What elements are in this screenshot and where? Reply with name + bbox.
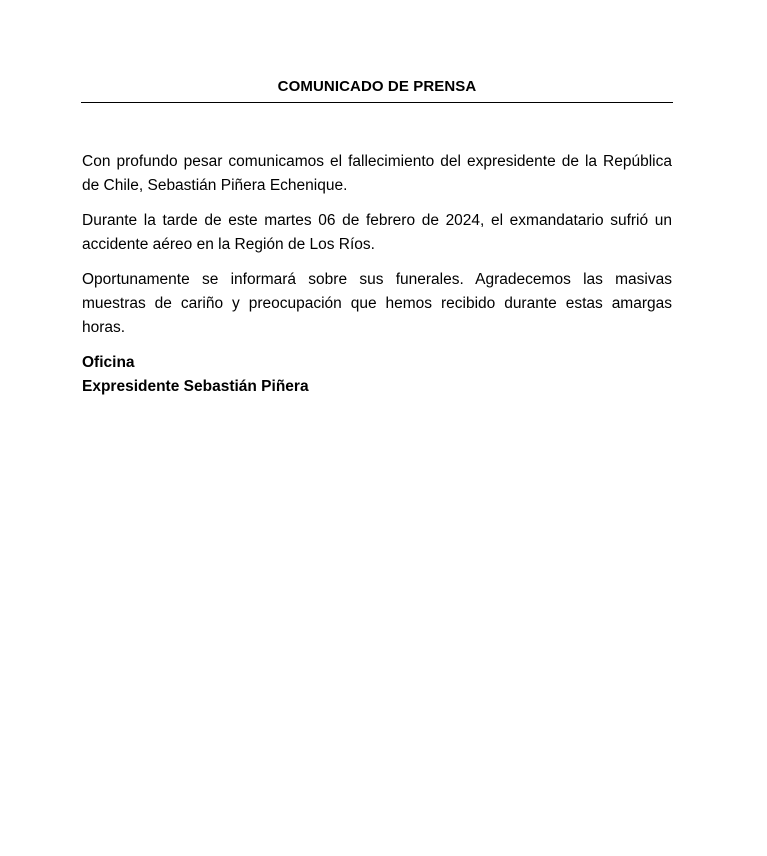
signature-name: Expresidente Sebastián Piñera [82,378,309,395]
page-title: COMUNICADO DE PRENSA [277,78,477,95]
signature-office: Oficina [82,354,135,371]
paragraph-announcement: Con profundo pesar comunicamos el fallecimiento del expresidente de la República de Chile, Sebastián Piñera Echenique. [82,153,672,194]
paragraph-accident: Durante la tarde de este martes 06 de febrero de 2024, el exmandatario sufrió un accidente aéreo en la Región de Los Ríos. [82,212,672,253]
signature-block [82,351,672,399]
document-body [82,150,672,399]
title-underline [81,102,673,103]
paragraph-funerals: Oportunamente se informará sobre sus funerales. Agradecemos las masivas muestras de cariño y preocupación que hemos recibido durante estas amargas horas. [82,271,672,336]
